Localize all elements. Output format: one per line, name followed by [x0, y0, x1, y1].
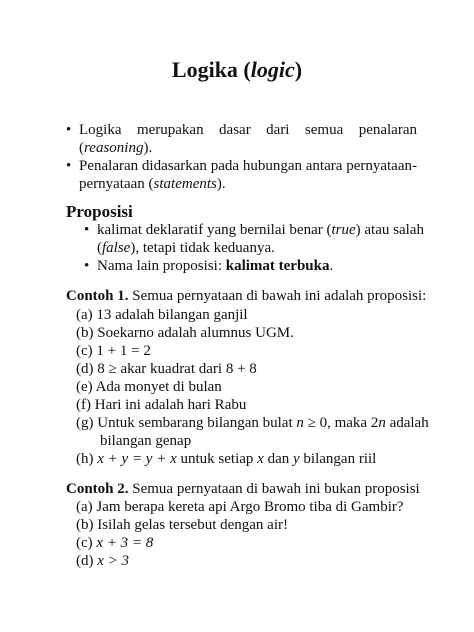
contoh-1-item-c: (c) 1 + 1 = 2 — [76, 343, 151, 359]
contoh-2-item-c: (c) x + 3 = 8 — [76, 535, 154, 551]
proposisi-bullet-1: • — [84, 222, 90, 238]
intro-item-2-line-1: Penalaran didasarkan pada hubungan antara pernyataan- — [79, 158, 417, 174]
page-title — [0, 56, 474, 84]
contoh-1-item-e: (e) Ada monyet di bulan — [76, 379, 222, 395]
intro-item-1-line-1: Logika merupakan dasar dari semua penalaran — [79, 122, 417, 138]
contoh-1-item-a: (a) 13 adalah bilangan ganjil — [76, 307, 248, 323]
contoh-2-item-b: (b) Isilah gelas tersebut dengan air! — [76, 517, 288, 533]
contoh-1-item-b: (b) Soekarno adalah alumnus UGM. — [76, 325, 294, 341]
proposisi-item-1-line-1: kalimat deklaratif yang bernilai benar (true) atau salah — [97, 222, 424, 238]
proposisi-bullet-2: • — [84, 258, 90, 274]
contoh-1-item-f: (f) Hari ini adalah hari Rabu — [76, 397, 247, 413]
contoh-1-item-g-line-2: bilangan genap — [100, 433, 192, 449]
intro-item-1-line-2: (reasoning). — [79, 140, 153, 156]
section-heading-proposisi: Proposisi — [66, 202, 133, 221]
proposisi-item-1-line-2: (false), tetapi tidak keduanya. — [97, 240, 275, 256]
contoh-1-intro: Contoh 1. Semua pernyataan di bawah ini adalah proposisi: — [66, 288, 427, 304]
intro-bullet-1: • — [66, 122, 72, 138]
contoh-1-item-d: (d) 8 ≥ akar kuadrat dari 8 + 8 — [76, 361, 257, 377]
proposisi-item-2: Nama lain proposisi: kalimat terbuka. — [97, 258, 334, 274]
title-close: ) — [294, 57, 303, 82]
contoh-2-item-d: (d) x > 3 — [76, 553, 130, 569]
contoh-2-intro: Contoh 2. Semua pernyataan di bawah ini bukan proposisi — [66, 481, 420, 497]
intro-bullet-2: • — [66, 158, 72, 174]
title-main: Logika ( — [171, 57, 251, 82]
contoh-2-item-a: (a) Jam berapa kereta api Argo Bromo tiba di Gambir? — [76, 499, 404, 515]
title-italic: logic — [250, 57, 295, 82]
contoh-1-item-h: (h) x + y = y + x untuk setiap x dan y bilangan riil — [76, 451, 377, 467]
contoh-1-item-g-line-1: (g) Untuk sembarang bilangan bulat n ≥ 0, maka 2n adalah — [76, 415, 429, 431]
intro-item-2-line-2: pernyataan (statements). — [79, 176, 226, 192]
